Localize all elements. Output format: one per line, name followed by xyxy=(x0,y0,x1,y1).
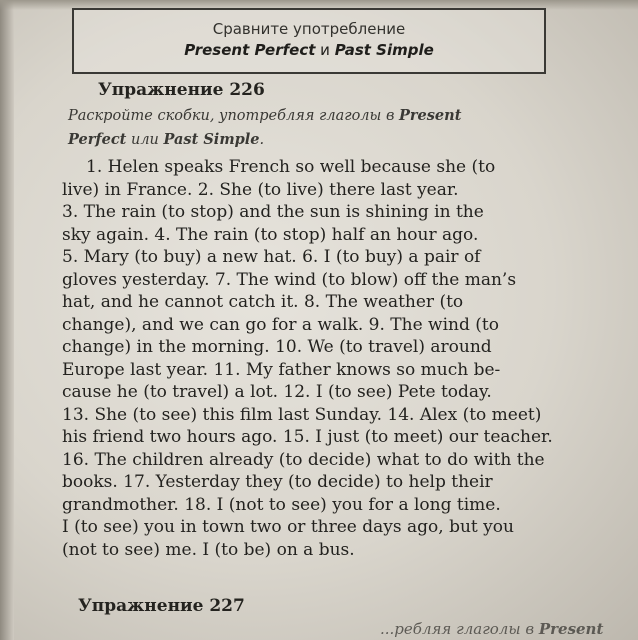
instruction-text: Раскройте скобки, употребляя глаголы в xyxy=(68,108,399,124)
text-line: his friend two hours ago. 15. I just (to meet) our teacher. xyxy=(62,427,553,447)
text-line: 1. Helen speaks French so well because she (to xyxy=(86,157,496,177)
text-line: books. 17. Yesterday they (to decide) to help their xyxy=(62,472,493,492)
instruction-or: или xyxy=(126,132,164,148)
exercise-title: Упражнение 226 xyxy=(98,80,265,100)
text-line: change) in the morning. 10. We (to travel) around xyxy=(62,337,492,357)
text-line: cause he (to travel) a lot. 12. I (to see) Pete today. xyxy=(62,382,492,402)
text-line: Europe last year. 11. My father knows so much be- xyxy=(62,359,501,380)
text-line: 5. Mary (to buy) a new hat. 6. I (to buy) a pair of xyxy=(62,247,481,267)
text-line: 3. The rain (to stop) and the sun is shining in the xyxy=(62,202,484,222)
text-line: (not to see) me. I (to be) on a bus. xyxy=(62,539,355,560)
text-line: change), and we can go for a walk. 9. The wind (to xyxy=(62,314,499,335)
topic-header-box xyxy=(72,8,546,74)
text-line: hat, and he cannot catch it. 8. The weather (to xyxy=(62,292,464,312)
text-line: sky again. 4. The rain (to stop) half an hour ago. xyxy=(62,224,479,245)
text-line: I (to see) you in town two or three days ago, but you xyxy=(62,517,514,537)
cutoff-bold: Present xyxy=(538,620,604,638)
tense-present-perfect: Present Perfect xyxy=(184,41,316,59)
tense-past-simple: Past Simple xyxy=(334,41,434,59)
instruction-present: Present xyxy=(399,107,462,124)
exercise-body xyxy=(62,156,582,561)
instruction-period: . xyxy=(259,132,265,148)
text-line: gloves yesterday. 7. The wind (to blow) off the man’s xyxy=(62,269,517,290)
text-line: 13. She (to see) this film last Sunday. 14. Alex (to meet) xyxy=(62,404,542,425)
text-line: live) in France. 2. She (to live) there last year. xyxy=(62,179,459,200)
next-exercise-title: Упражнение 227 xyxy=(78,596,245,616)
next-exercise-cutoff-text xyxy=(380,620,603,638)
topic-tenses xyxy=(74,41,544,59)
instruction-perfect: Perfect xyxy=(68,131,127,148)
text-line: 16. The children already (to decide) what to do with the xyxy=(62,449,545,470)
topic-heading: Сравните употребление xyxy=(212,20,406,38)
instruction-past-simple: Past Simple xyxy=(163,131,260,148)
text-line: grandmother. 18. I (not to see) you for a long time. xyxy=(62,494,501,515)
book-spine-shadow xyxy=(0,0,14,640)
exercise-instruction xyxy=(68,104,568,152)
cutoff-text: ...ребляя глаголы в xyxy=(380,620,539,638)
topic-conjunction: и xyxy=(315,41,335,59)
